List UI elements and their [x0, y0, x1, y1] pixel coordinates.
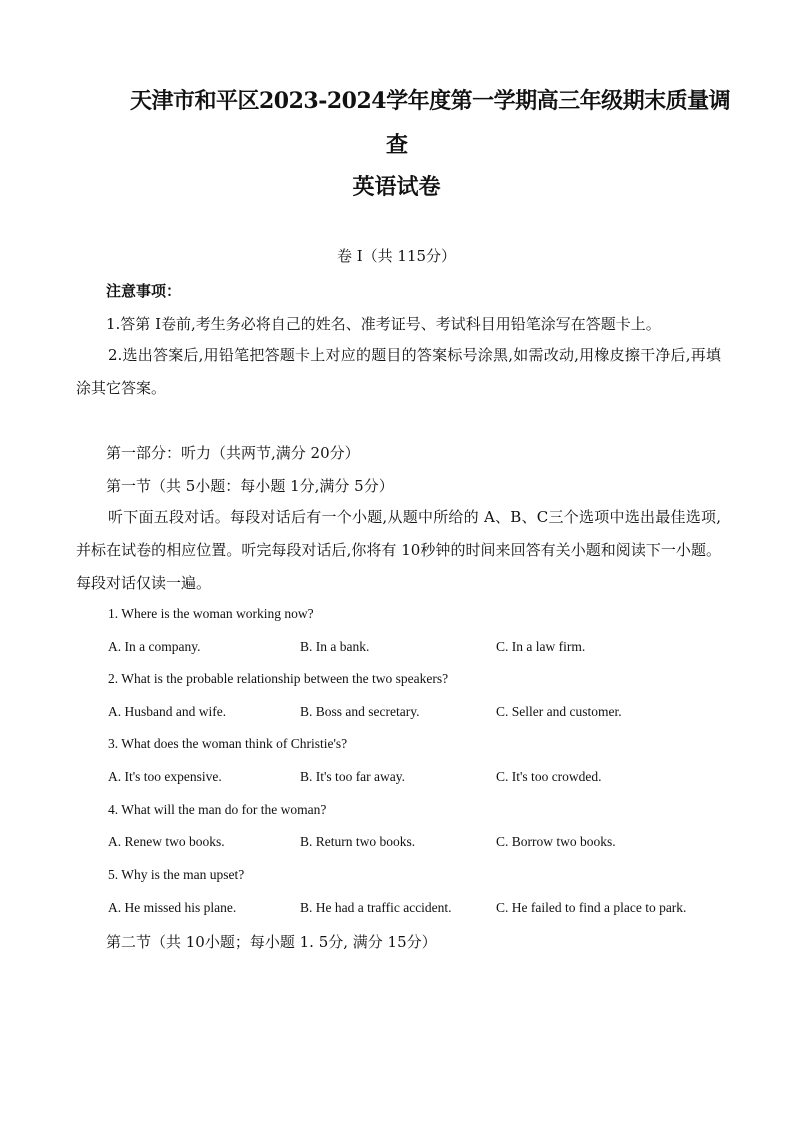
question-1-option-c: C. In a law firm.: [496, 639, 586, 654]
exam-title: 天津市和平区2023-2024学年度第一学期高三年级期末质量调: [130, 88, 731, 114]
notice-item-2: 2.选出答案后,用铅笔把答题卡上对应的题目的答案标号涂黑,如需改动,用橡皮擦干净后,再填涂其它答案。: [76, 346, 721, 397]
question-3-option-a: A. It's too expensive.: [108, 769, 222, 784]
question-2-option-b: B. Boss and secretary.: [300, 704, 420, 719]
question-4-option-b: B. Return two books.: [300, 834, 416, 849]
notice-heading: 注意事项：: [106, 282, 182, 300]
question-3-option-b: B. It's too far away.: [300, 769, 406, 784]
question-5-option-b: B. He had a traffic accident.: [300, 900, 452, 915]
question-5-option-a: A. He missed his plane.: [108, 900, 237, 915]
question-2-option-c: C. Seller and customer.: [496, 704, 622, 719]
question-4-option-c: C. Borrow two books.: [496, 834, 616, 849]
question-2-option-a: A. Husband and wife.: [108, 704, 227, 719]
section2-heading: 第二节（共 10小题；每小题 1. 5分, 满分 15分）: [106, 933, 437, 951]
question-5-option-c: C. He failed to find a place to park.: [496, 900, 687, 915]
question-3: 3. What does the woman think of Christie's?: [108, 736, 348, 751]
question-5: 5. Why is the man upset?: [108, 867, 245, 882]
question-4-option-a: A. Renew two books.: [108, 834, 225, 849]
question-1-option-a: A. In a company.: [108, 639, 201, 654]
exam-subject: 英语试卷: [352, 174, 441, 200]
question-4: 4. What will the man do for the woman?: [108, 802, 327, 817]
exam-title-continued: 查: [386, 132, 409, 158]
listening-instructions: 听下面五段对话。每段对话后有一个小题,从题中所给的 A、B、C三个选项中选出最佳选项,并标在试卷的相应位置。听完每段对话后,你将有 10秒钟的时间来回答有关小题和阅读下一小题。每段对话仅读一遍。: [76, 508, 721, 592]
volume-label: 卷 I（共 115分）: [336, 247, 457, 265]
question-2: 2. What is the probable relationship between the two speakers?: [108, 671, 449, 686]
section1-heading: 第一节（共 5小题：每小题 1分,满分 5分）: [106, 477, 394, 495]
question-1-option-b: B. In a bank.: [300, 639, 370, 654]
notice-item-1: 1.答第 I卷前,考生务必将自己的姓名、准考证号、考试科目用铅笔涂写在答题卡上。: [106, 315, 661, 333]
question-3-option-c: C. It's too crowded.: [496, 769, 602, 784]
question-1: 1. Where is the woman working now?: [108, 606, 314, 621]
part1-heading: 第一部分：听力（共两节,满分 20分）: [106, 444, 360, 462]
